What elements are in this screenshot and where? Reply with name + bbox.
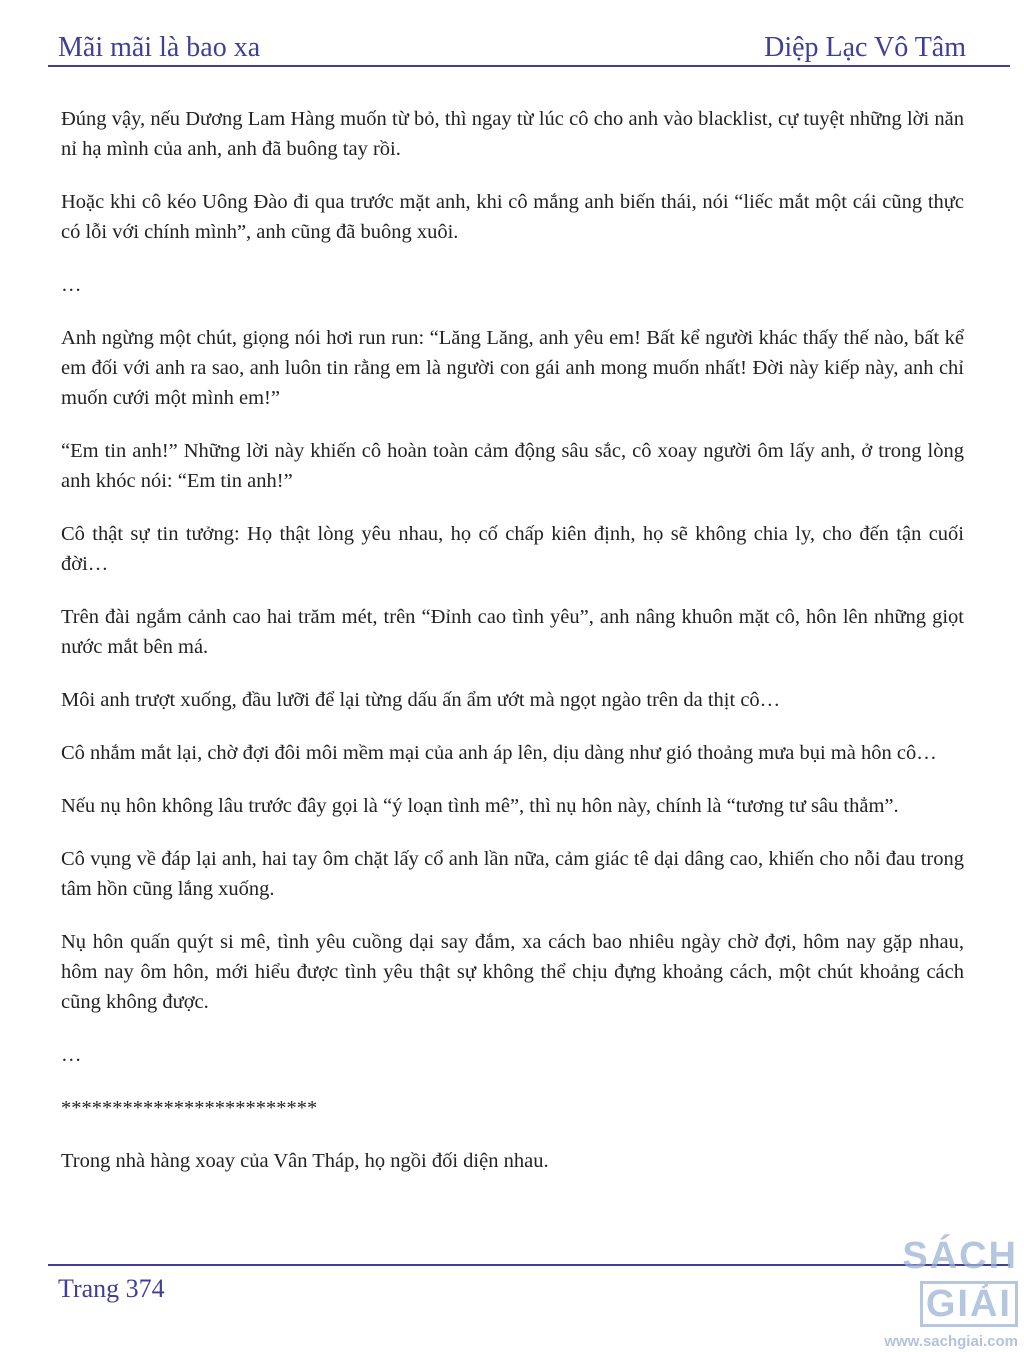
- header-divider: [48, 65, 1010, 67]
- section-separator: *************************: [61, 1097, 318, 1119]
- page-body: [61, 104, 964, 1199]
- paragraph: Trong nhà hàng xoay của Vân Tháp, họ ngồi đối diện nhau.: [61, 1150, 549, 1172]
- paragraph: Cô thật sự tin tưởng: Họ thật lòng yêu nhau, họ cố chấp kiên định, họ sẽ không chia ly, cho đến tận cuối đời…: [61, 523, 964, 575]
- watermark-logo-boxed-text: GIẢI: [920, 1281, 1018, 1327]
- watermark: [818, 1232, 1018, 1352]
- paragraph: Hoặc khi cô kéo Uông Đào đi qua trước mặt anh, khi cô mắng anh biến thái, nói “liếc mắt một cái cũng thực có lỗi với chính mình”, anh cũng đã buông xuôi.: [61, 191, 964, 243]
- paragraph: Nụ hôn quấn quýt si mê, tình yêu cuồng dại say đắm, xa cách bao nhiêu ngày chờ đợi, hôm nay gặp nhau, hôm nay ôm hôn, mới hiểu được tình yêu thật sự không thể chịu đựng khoảng cách, một chút khoảng cách cũng không được.: [61, 931, 964, 1013]
- paragraph: Đúng vậy, nếu Dương Lam Hàng muốn từ bỏ, thì ngay từ lúc cô cho anh vào blacklist, cự tuyệt những lời năn nỉ hạ mình của anh, anh đã buông tay rồi.: [61, 108, 964, 160]
- watermark-logo-text: SÁCH: [902, 1235, 1018, 1277]
- author-name: Diệp Lạc Vô Tâm: [764, 32, 966, 63]
- paragraph: Môi anh trượt xuống, đầu lưỡi để lại từng dấu ấn ẩm ướt mà ngọt ngào trên da thịt cô…: [61, 689, 781, 711]
- page-number: Trang 374: [58, 1274, 165, 1303]
- ellipsis-paragraph: …: [61, 274, 82, 296]
- book-title: Mãi mãi là bao xa: [58, 32, 261, 63]
- watermark-logo: [818, 1232, 1018, 1328]
- ellipsis-paragraph: …: [61, 1044, 82, 1066]
- paragraph: Nếu nụ hôn không lâu trước đây gọi là “ý loạn tình mê”, thì nụ hôn này, chính là “tương tư sâu thẳm”.: [61, 795, 899, 817]
- page-header: [58, 24, 966, 64]
- paragraph: Anh ngừng một chút, giọng nói hơi run run: “Lăng Lăng, anh yêu em! Bất kể người khác thấy thế nào, bất kể em đối với anh ra sao, anh luôn tin rằng em là người con gái anh mong muốn nhất! Đời này kiếp này, anh chỉ muốn cưới một mình em!”: [61, 327, 964, 409]
- paragraph: Cô vụng về đáp lại anh, hai tay ôm chặt lấy cổ anh lần nữa, cảm giác tê dại dâng cao, khiến cho nỗi đau trong tâm hồn cũng lắng xuống.: [61, 848, 964, 900]
- paragraph: Cô nhắm mắt lại, chờ đợi đôi môi mềm mại của anh áp lên, dịu dàng như gió thoảng mưa bụi mà hôn cô…: [61, 742, 937, 764]
- paragraph: Trên đài ngắm cảnh cao hai trăm mét, trên “Đỉnh cao tình yêu”, anh nâng khuôn mặt cô, hôn lên những giọt nước mắt bên má.: [61, 606, 964, 658]
- watermark-url: www.sachgiai.com: [884, 1333, 1018, 1350]
- paragraph: “Em tin anh!” Những lời này khiến cô hoàn toàn cảm động sâu sắc, cô xoay người ôm lấy anh, ở trong lòng anh khóc nói: “Em tin anh!”: [61, 440, 964, 492]
